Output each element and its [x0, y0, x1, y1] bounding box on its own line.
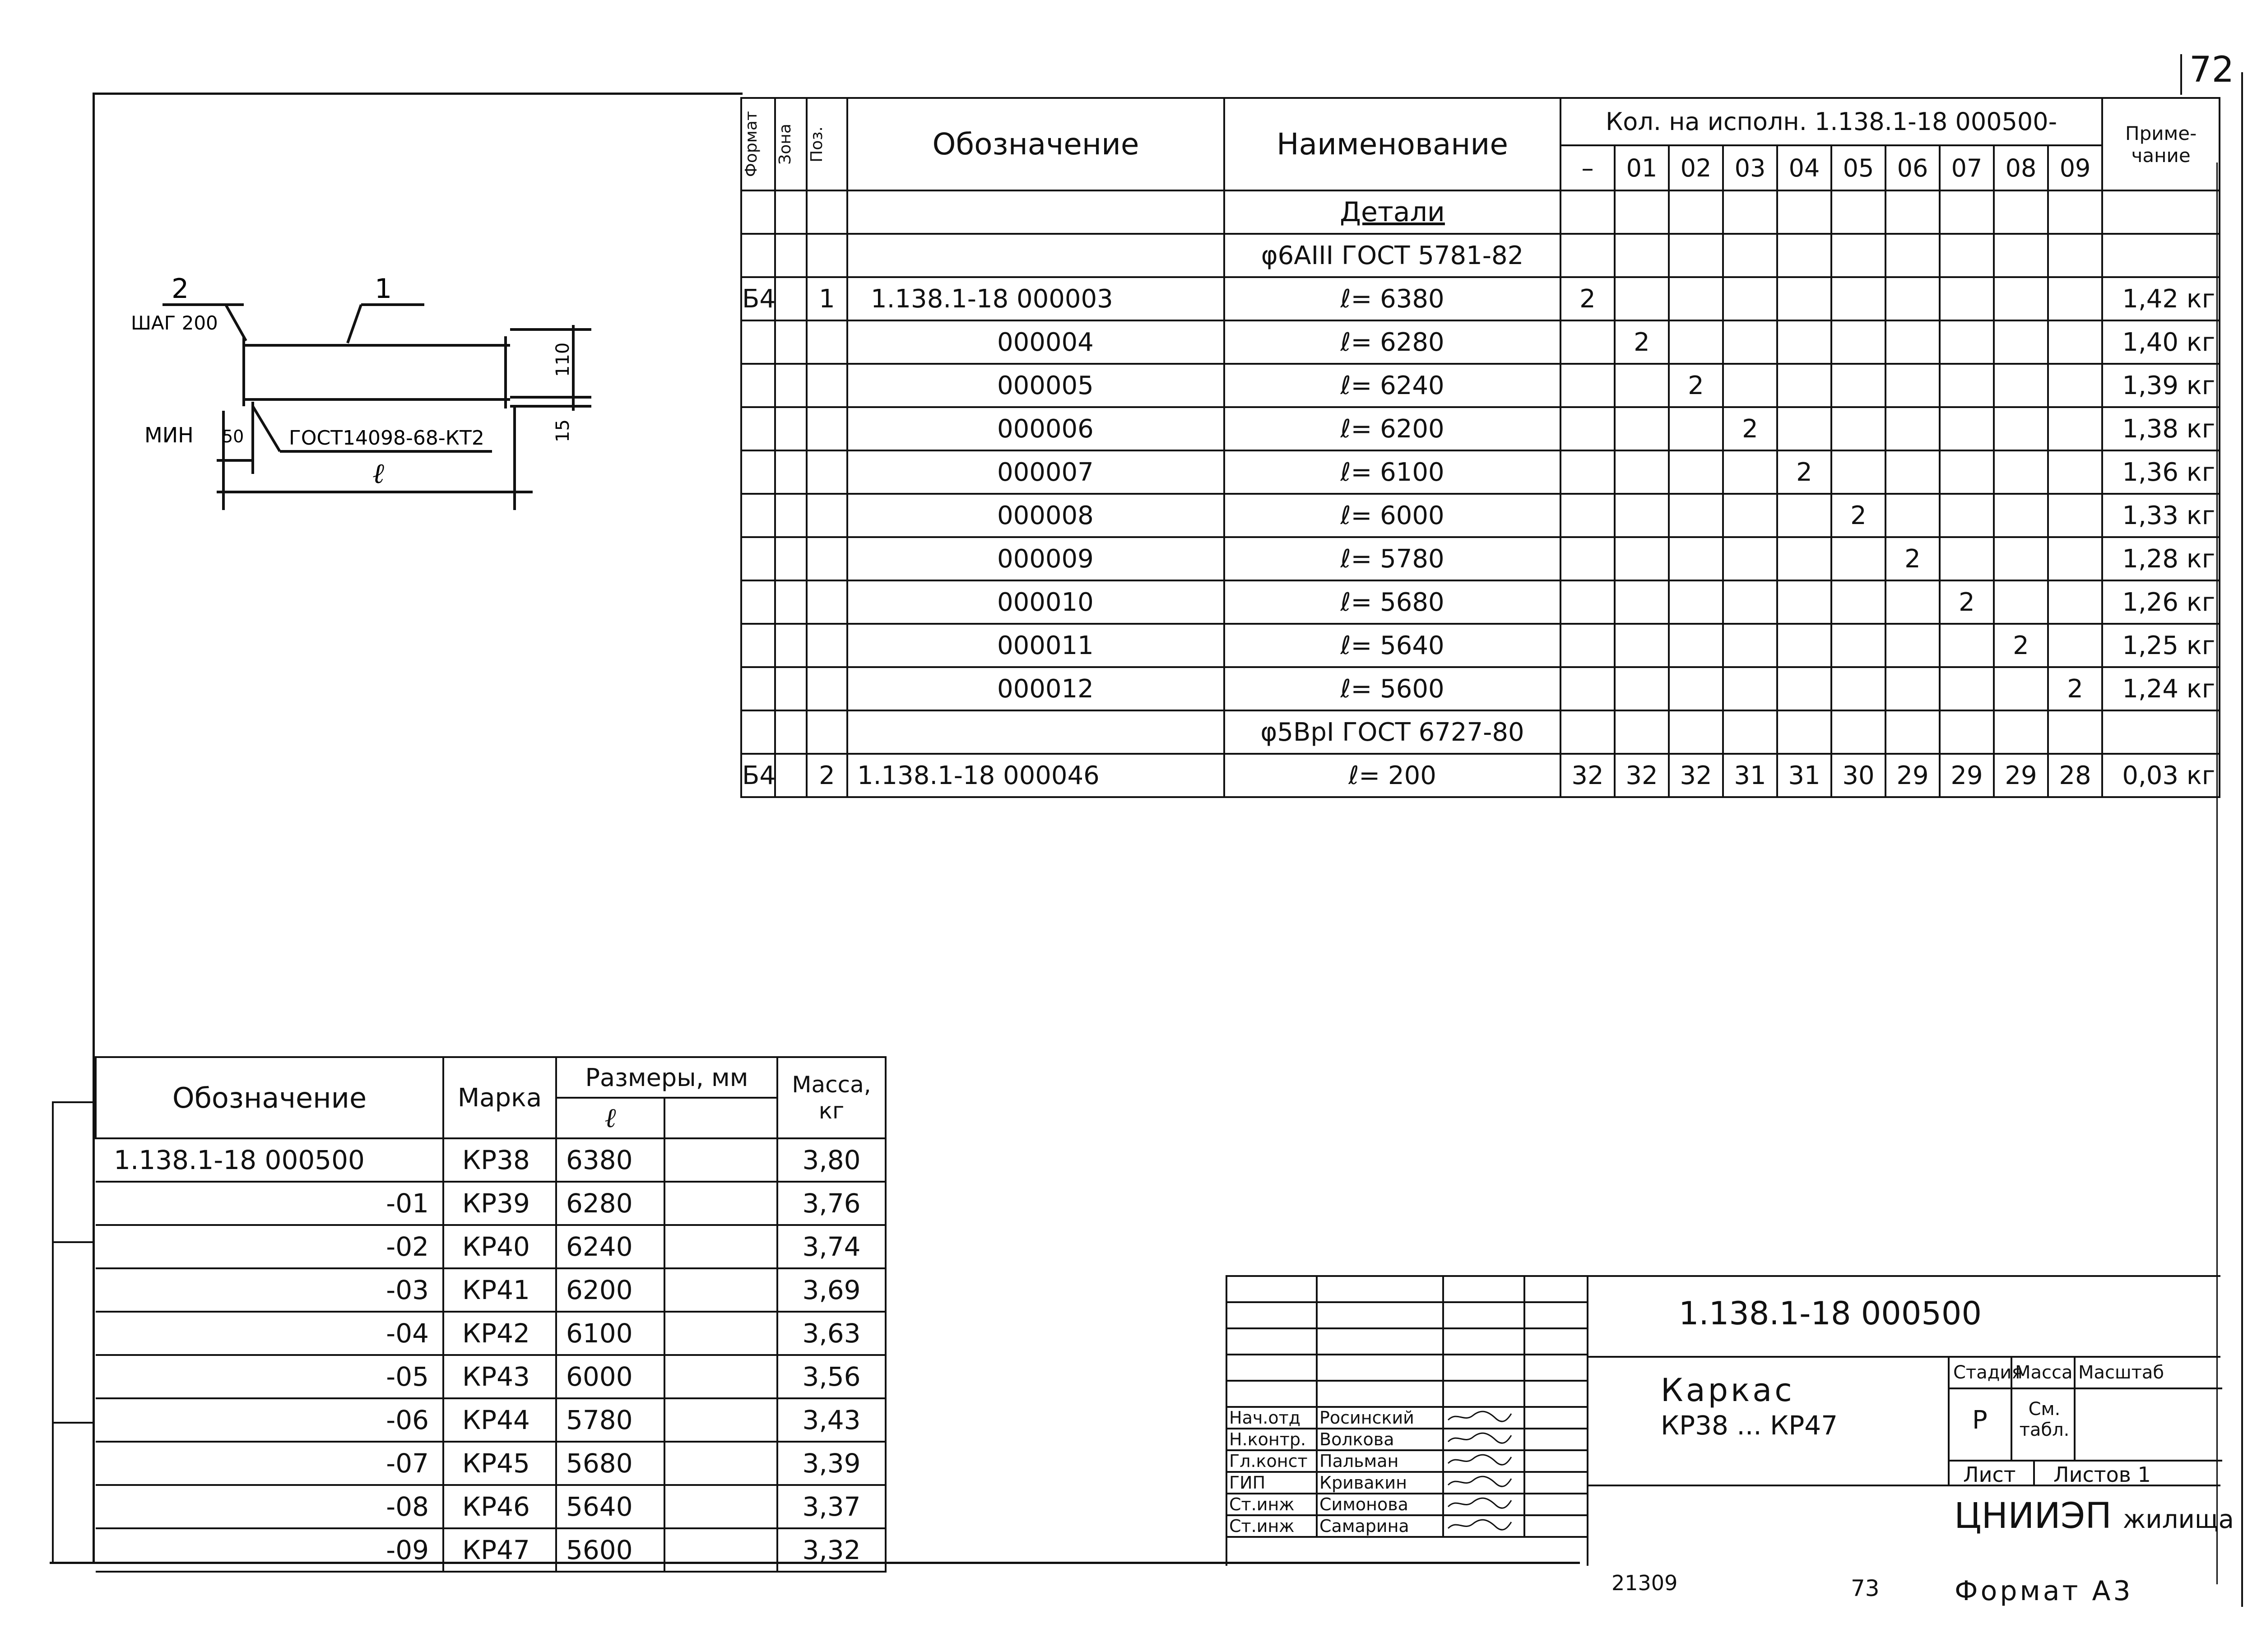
row-name: ℓ= 6000 — [1224, 494, 1560, 537]
signature-grid — [1226, 1275, 1588, 1538]
table-row — [741, 494, 2220, 537]
org-suffix: жилища — [2122, 1505, 2234, 1534]
mass-sizes-header: Размеры, мм — [556, 1057, 777, 1098]
table-row — [741, 364, 2220, 407]
row-designation: 000009 — [847, 537, 1224, 580]
row-pos — [807, 407, 847, 450]
pos2-qty: 32 — [1615, 754, 1669, 797]
row-format — [741, 450, 775, 494]
signature-row — [1226, 1450, 1588, 1472]
mass-row-mass: 3,69 — [777, 1268, 886, 1312]
material-1: φ6AIII ГОСТ 5781-82 — [1224, 234, 1560, 277]
table-row — [741, 407, 2220, 450]
pos2-qty: 29 — [1994, 754, 2048, 797]
left-margin-box — [52, 1101, 94, 1562]
mass-row-mass: 3,56 — [777, 1355, 886, 1398]
qty-header: Кол. на исполн. 1.138.1-18 000500- — [1560, 98, 2102, 145]
mass-row-designation: -04 — [96, 1312, 443, 1355]
pos2-qty: 29 — [1940, 754, 1994, 797]
variant-header: 07 — [1940, 145, 1994, 190]
pos2-qty: 29 — [1885, 754, 1940, 797]
mass-row-mass: 3,39 — [777, 1442, 886, 1485]
signature-mark — [1443, 1515, 1524, 1537]
mass-row-mass: 3,37 — [777, 1485, 886, 1528]
leader-1-diag — [348, 305, 361, 343]
row-designation: 000004 — [847, 320, 1224, 364]
left-margin-tick-1 — [52, 1101, 93, 1103]
mass-value: См. табл. — [2019, 1399, 2070, 1440]
row-note: 1,26 кг — [2102, 580, 2220, 624]
mass-designation-header: Обозначение — [96, 1057, 443, 1138]
row-pos — [807, 580, 847, 624]
row-note: 1,38 кг — [2102, 407, 2220, 450]
material-2: φ5BpI ГОСТ 6727-80 — [1224, 710, 1560, 754]
page-number-divider — [2180, 54, 2182, 95]
variant-header: 08 — [1994, 145, 2048, 190]
signature-role: Ст.инж — [1226, 1494, 1317, 1515]
title-block — [1226, 1275, 2234, 1566]
signature-role: Ст.инж — [1226, 1515, 1317, 1537]
pos2-note: 0,03 кг — [2102, 754, 2220, 797]
signature-name: Волкова — [1317, 1429, 1443, 1450]
signature-role: Н.контр. — [1226, 1429, 1317, 1450]
mass-row-mark: КР41 — [443, 1268, 556, 1312]
row-designation: 000005 — [847, 364, 1224, 407]
row-pos: 1 — [807, 277, 847, 320]
note-header: Приме-чание — [2102, 98, 2220, 190]
mass-row-mark: КР43 — [443, 1355, 556, 1398]
row-qty: 2 — [1940, 580, 1994, 624]
row-qty: 2 — [1723, 407, 1777, 450]
page-number: 72 — [2189, 50, 2234, 90]
table-row-pos2 — [741, 754, 2220, 797]
row-qty: 2 — [1615, 320, 1669, 364]
table-row — [741, 320, 2220, 364]
variant-header: 03 — [1723, 145, 1777, 190]
org-abbrev: ЦНИИЭП — [1954, 1496, 2112, 1536]
row-name: ℓ= 6200 — [1224, 407, 1560, 450]
mass-row-l: 5680 — [556, 1442, 664, 1485]
row-note: 1,36 кг — [2102, 450, 2220, 494]
mass-row-designation: -06 — [96, 1398, 443, 1442]
row-pos — [807, 364, 847, 407]
row-note: 1,24 кг — [2102, 667, 2220, 710]
variant-header: 02 — [1669, 145, 1723, 190]
designation-header: Обозначение — [847, 98, 1224, 190]
mass-row-mark: КР40 — [443, 1225, 556, 1268]
row-format — [741, 537, 775, 580]
dim-15-text: 15 — [553, 419, 573, 442]
signature-row — [1226, 1515, 1588, 1537]
pos2-qty: 30 — [1831, 754, 1885, 797]
row-designation: 000008 — [847, 494, 1224, 537]
mass-row-mark: КР38 — [443, 1138, 556, 1182]
row-note: 1,33 кг — [2102, 494, 2220, 537]
row-note: 1,28 кг — [2102, 537, 2220, 580]
org-name — [1954, 1496, 2234, 1536]
pos-header: Поз. — [807, 98, 847, 190]
row-qty: 2 — [2048, 667, 2102, 710]
row-format — [741, 624, 775, 667]
pos2-designation: 1.138.1-18 000046 — [847, 754, 1224, 797]
mass-row-designation: -01 — [96, 1182, 443, 1225]
table-row — [96, 1355, 886, 1398]
signature-mark — [1443, 1429, 1524, 1450]
table-row — [96, 1485, 886, 1528]
row-note: 1,42 кг — [2102, 277, 2220, 320]
signature-role: Гл.конст — [1226, 1450, 1317, 1472]
mass-l-header: ℓ — [556, 1098, 664, 1138]
signature-row — [1226, 1494, 1588, 1515]
row-format — [741, 494, 775, 537]
row-format — [741, 667, 775, 710]
table-row — [96, 1138, 886, 1182]
mass-row-mass: 3,43 — [777, 1398, 886, 1442]
dim-110-text: 110 — [553, 342, 573, 377]
mass-row-designation: -07 — [96, 1442, 443, 1485]
mass-row-designation: -09 — [96, 1528, 443, 1572]
table-row — [96, 1182, 886, 1225]
pos2-qty: 31 — [1777, 754, 1831, 797]
dim-50-text: 50 — [222, 427, 244, 446]
title-line2: КР38 ... КР47 — [1661, 1410, 1838, 1441]
pos2-qty: 31 — [1723, 754, 1777, 797]
row-format — [741, 407, 775, 450]
title-divider-v — [1587, 1277, 1588, 1566]
signature-row — [1226, 1472, 1588, 1494]
signature-mark — [1443, 1494, 1524, 1515]
row-designation: 000006 — [847, 407, 1224, 450]
row-format — [741, 580, 775, 624]
label-pos1: 1 — [375, 273, 392, 305]
table-row — [741, 580, 2220, 624]
mass-row-l: 5600 — [556, 1528, 664, 1572]
mass-row-l: 6000 — [556, 1355, 664, 1398]
table-row — [96, 1442, 886, 1485]
stage-block — [1948, 1356, 2222, 1485]
table-row — [741, 667, 2220, 710]
table-row — [741, 450, 2220, 494]
inv-number: 21309 — [1611, 1571, 1678, 1595]
pos2-name: ℓ= 200 — [1224, 754, 1560, 797]
sheets-label: Листов 1 — [2053, 1462, 2151, 1487]
row-designation: 000007 — [847, 450, 1224, 494]
mass-row-l: 6100 — [556, 1312, 664, 1355]
scale-label: Масштаб — [2078, 1362, 2164, 1383]
mass-row-l: 6200 — [556, 1268, 664, 1312]
mass-row-l: 6240 — [556, 1225, 664, 1268]
label-pos2: 2 — [172, 273, 189, 305]
row-name: ℓ= 6240 — [1224, 364, 1560, 407]
row-qty: 2 — [1560, 277, 1615, 320]
signature-mark — [1443, 1450, 1524, 1472]
signature-role: Нач.отд — [1226, 1407, 1317, 1429]
row-designation: 1.138.1-18 000003 — [847, 277, 1224, 320]
row-designation: 000010 — [847, 580, 1224, 624]
weld-leader — [253, 406, 280, 451]
signature-name: Пальман — [1317, 1450, 1443, 1472]
mass-row-mass: 3,76 — [777, 1182, 886, 1225]
row-format — [741, 320, 775, 364]
variant-header: 06 — [1885, 145, 1940, 190]
mass-row-l: 5780 — [556, 1398, 664, 1442]
row-pos — [807, 450, 847, 494]
row-name: ℓ= 5600 — [1224, 667, 1560, 710]
table-row — [741, 624, 2220, 667]
variant-header: – — [1560, 145, 1615, 190]
signature-mark — [1443, 1472, 1524, 1494]
doc-code: 1.138.1-18 000500 — [1679, 1295, 1982, 1332]
variant-header: 05 — [1831, 145, 1885, 190]
mass-row-mark: КР47 — [443, 1528, 556, 1572]
row-pos — [807, 667, 847, 710]
row-designation: 000012 — [847, 667, 1224, 710]
mass-row-l: 6380 — [556, 1138, 664, 1182]
mass-row-mass: 3,63 — [777, 1312, 886, 1355]
name-header: Наименование — [1224, 98, 1560, 190]
left-margin-tick-2 — [52, 1241, 93, 1243]
left-margin-tick-3 — [52, 1422, 93, 1424]
row-qty: 2 — [1885, 537, 1940, 580]
frame-top — [93, 93, 743, 95]
signature-name: Самарина — [1317, 1515, 1443, 1537]
pos2-qty: 28 — [2048, 754, 2102, 797]
format-label: Формат А3 — [1955, 1575, 2133, 1607]
signature-row — [1226, 1407, 1588, 1429]
row-designation: 000011 — [847, 624, 1224, 667]
row-qty: 2 — [1994, 624, 2048, 667]
label-step: ШАГ 200 — [131, 312, 218, 334]
row-pos — [807, 537, 847, 580]
specification-table — [740, 97, 2220, 798]
mass-row-l: 5640 — [556, 1485, 664, 1528]
zone-header: Зона — [775, 98, 807, 190]
mass-label: Масса — [2015, 1362, 2073, 1383]
mass-row-mass: 3,32 — [777, 1528, 886, 1572]
table-row — [741, 277, 2220, 320]
signature-row — [1226, 1429, 1588, 1450]
mass-row-mark: КР45 — [443, 1442, 556, 1485]
mass-row-mark: КР44 — [443, 1398, 556, 1442]
mass-row-designation: -03 — [96, 1268, 443, 1312]
row-note: 1,25 кг — [2102, 624, 2220, 667]
row-qty: 2 — [1777, 450, 1831, 494]
label-min: МИН — [144, 423, 194, 447]
row-pos — [807, 320, 847, 364]
mass-row-mark: КР46 — [443, 1485, 556, 1528]
variant-header: 04 — [1777, 145, 1831, 190]
mass-row-mark: КР42 — [443, 1312, 556, 1355]
row-name: ℓ= 6100 — [1224, 450, 1560, 494]
mass-row-designation: -02 — [96, 1225, 443, 1268]
pos2-format: Б4 — [741, 754, 775, 797]
table-row — [96, 1528, 886, 1572]
row-format: Б4 — [741, 277, 775, 320]
table-row — [741, 537, 2220, 580]
section-title: Детали — [1224, 190, 1560, 234]
row-name: ℓ= 5680 — [1224, 580, 1560, 624]
mass-mark-header: Марка — [443, 1057, 556, 1138]
row-qty: 2 — [1831, 494, 1885, 537]
format-header: Формат — [741, 98, 775, 190]
table-row — [96, 1398, 886, 1442]
row-note: 1,40 кг — [2102, 320, 2220, 364]
pos2-pos: 2 — [807, 754, 847, 797]
signature-name: Кривакин — [1317, 1472, 1443, 1494]
sheet-label: Лист — [1963, 1462, 2016, 1487]
row-pos — [807, 624, 847, 667]
stage-label: Стадия — [1953, 1362, 2023, 1383]
variant-header: 01 — [1615, 145, 1669, 190]
leader-2-diag — [226, 305, 246, 341]
pos2-qty: 32 — [1669, 754, 1723, 797]
row-name: ℓ= 6280 — [1224, 320, 1560, 364]
row-note: 1,39 кг — [2102, 364, 2220, 407]
reinforcement-sketch — [117, 262, 614, 515]
mass-mass-header: Масса, кг — [777, 1057, 886, 1138]
row-name: ℓ= 5640 — [1224, 624, 1560, 667]
mass-row-designation: -05 — [96, 1355, 443, 1398]
mass-row-mark: КР39 — [443, 1182, 556, 1225]
mass-row-designation: 1.138.1-18 000500 — [96, 1138, 443, 1182]
row-format — [741, 364, 775, 407]
variant-header: 09 — [2048, 145, 2102, 190]
weld-note: ГОСТ14098-68-КТ2 — [289, 427, 484, 450]
table-row — [96, 1225, 886, 1268]
row-name: ℓ= 5780 — [1224, 537, 1560, 580]
mass-row-designation: -08 — [96, 1485, 443, 1528]
frame-right — [2241, 72, 2243, 1607]
row-qty: 2 — [1669, 364, 1723, 407]
stage-value: Р — [1972, 1406, 1988, 1435]
signature-role: ГИП — [1226, 1472, 1317, 1494]
mass-table — [95, 1056, 887, 1573]
mass-row-l: 6280 — [556, 1182, 664, 1225]
title-line1: Каркас — [1661, 1372, 1795, 1409]
dim-l-text: ℓ — [372, 457, 384, 490]
table-row — [96, 1268, 886, 1312]
signature-name: Симонова — [1317, 1494, 1443, 1515]
mass-row-mass: 3,80 — [777, 1138, 886, 1182]
row-pos — [807, 494, 847, 537]
mass-row-mass: 3,74 — [777, 1225, 886, 1268]
table-row — [96, 1312, 886, 1355]
page-copy: 73 — [1851, 1575, 1880, 1601]
pos2-qty: 32 — [1560, 754, 1615, 797]
signature-name: Росинский — [1317, 1407, 1443, 1429]
row-name: ℓ= 6380 — [1224, 277, 1560, 320]
signature-mark — [1443, 1407, 1524, 1429]
